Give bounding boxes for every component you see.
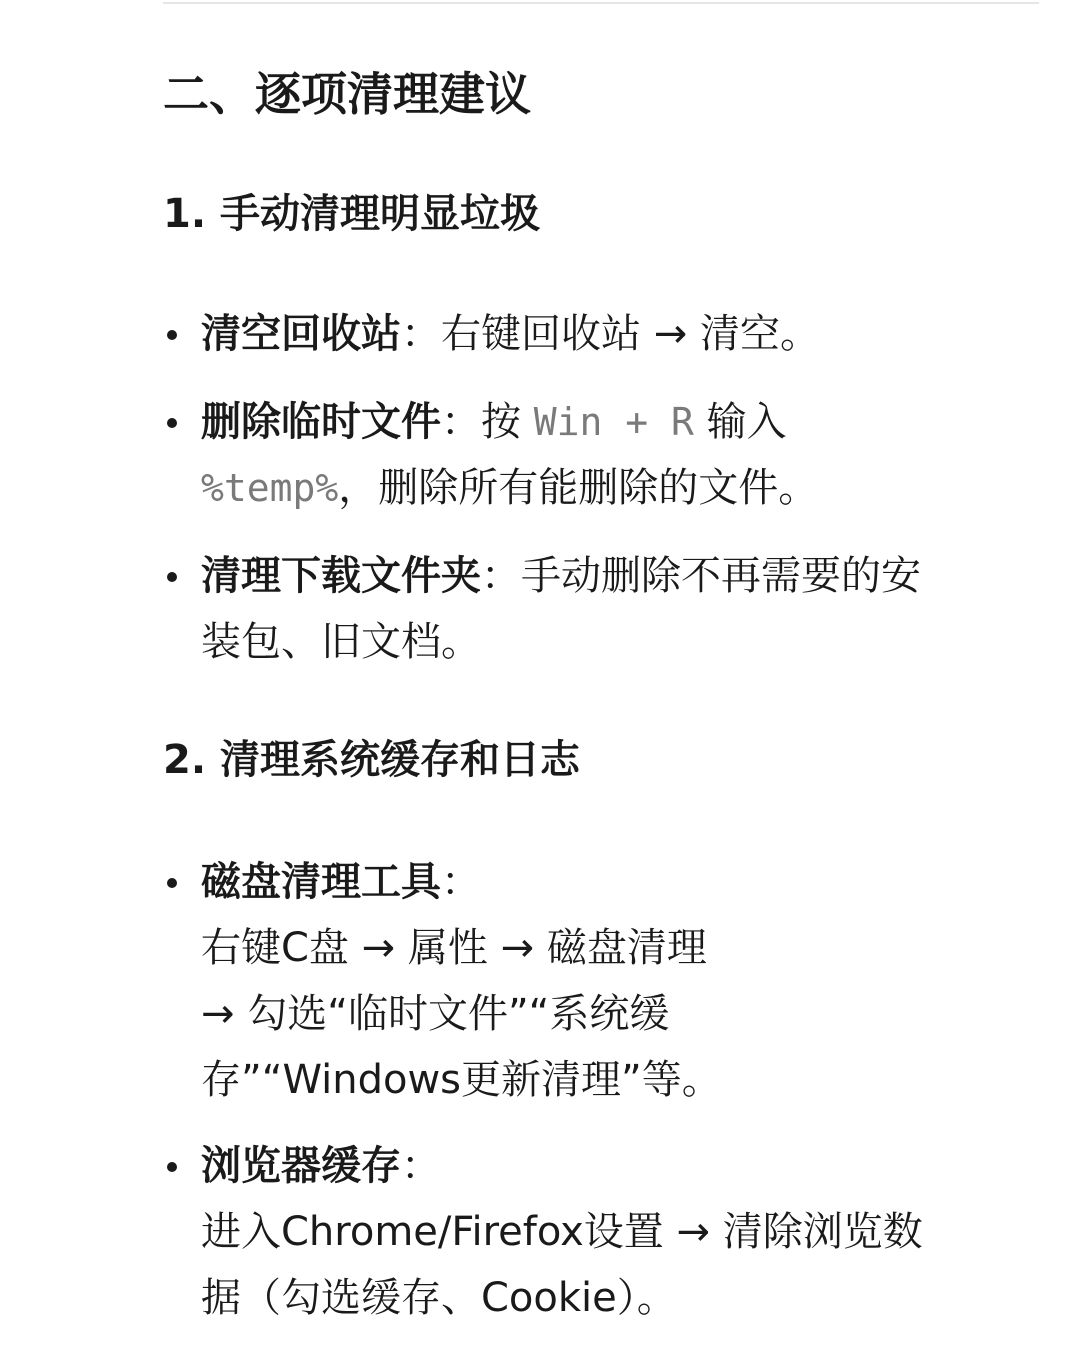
section-title: 二、逐项清理建议 [163, 67, 531, 121]
list-item-label: 清空回收站 [201, 311, 401, 357]
list-item-line [201, 460, 818, 516]
bullet-icon [167, 330, 177, 340]
list-item-text: 装包、旧文档。 [201, 619, 481, 665]
list-item-label: 浏览器缓存 [201, 1143, 401, 1189]
list-item-line [201, 1204, 923, 1260]
label-separator: ： [401, 311, 441, 357]
label-separator: ： [441, 399, 481, 445]
list-item-text: 右键C盘 → 属性 → 磁盘清理 [201, 925, 707, 971]
list-item-label: 删除临时文件 [201, 399, 441, 445]
label-separator: ： [441, 859, 481, 905]
bullet-icon [167, 418, 177, 428]
list-item-line [201, 986, 669, 1042]
list-item-text: → 勾选“临时文件”“系统缓 [201, 991, 670, 1037]
list-item-text: 存”“Windows更新清理”等。 [201, 1057, 722, 1103]
label-separator: ： [401, 1143, 441, 1189]
list-item-text: 据（勾选缓存、Cookie）。 [201, 1275, 677, 1321]
list-item-label: 清理下载文件夹 [201, 553, 481, 599]
list-item-label: 磁盘清理工具 [201, 859, 441, 905]
bullet-icon [167, 878, 177, 888]
list-item-text: 右键回收站 → 清空。 [441, 311, 820, 357]
inline-code-temp: %temp% [201, 466, 339, 510]
list-item-line [201, 1138, 441, 1194]
list-item-text: 进入Chrome/Firefox设置 → 清除浏览数 [201, 1209, 923, 1255]
list-item-text: 输入 [693, 399, 787, 445]
list-item-line [201, 548, 921, 604]
top-divider [163, 2, 1039, 4]
list-item-text: ，删除所有能删除的文件。 [338, 465, 819, 511]
list-item-text: 按 [481, 399, 534, 445]
list-item-line [201, 614, 481, 670]
list-item-line [201, 1270, 677, 1326]
label-separator: ： [481, 553, 521, 599]
list-item-line [201, 306, 820, 362]
subsection-2-title: 2. 清理系统缓存和日志 [163, 737, 580, 783]
inline-code-shortcut: Win + R [533, 400, 694, 444]
bullet-icon [167, 1162, 177, 1172]
list-item-line [201, 394, 787, 450]
list-item-text: 手动删除不再需要的安 [521, 553, 921, 599]
list-item-line [201, 854, 481, 910]
list-item-line [201, 1052, 722, 1108]
list-item-line [201, 920, 707, 976]
subsection-1-title: 1. 手动清理明显垃圾 [163, 191, 540, 237]
bullet-icon [167, 572, 177, 582]
